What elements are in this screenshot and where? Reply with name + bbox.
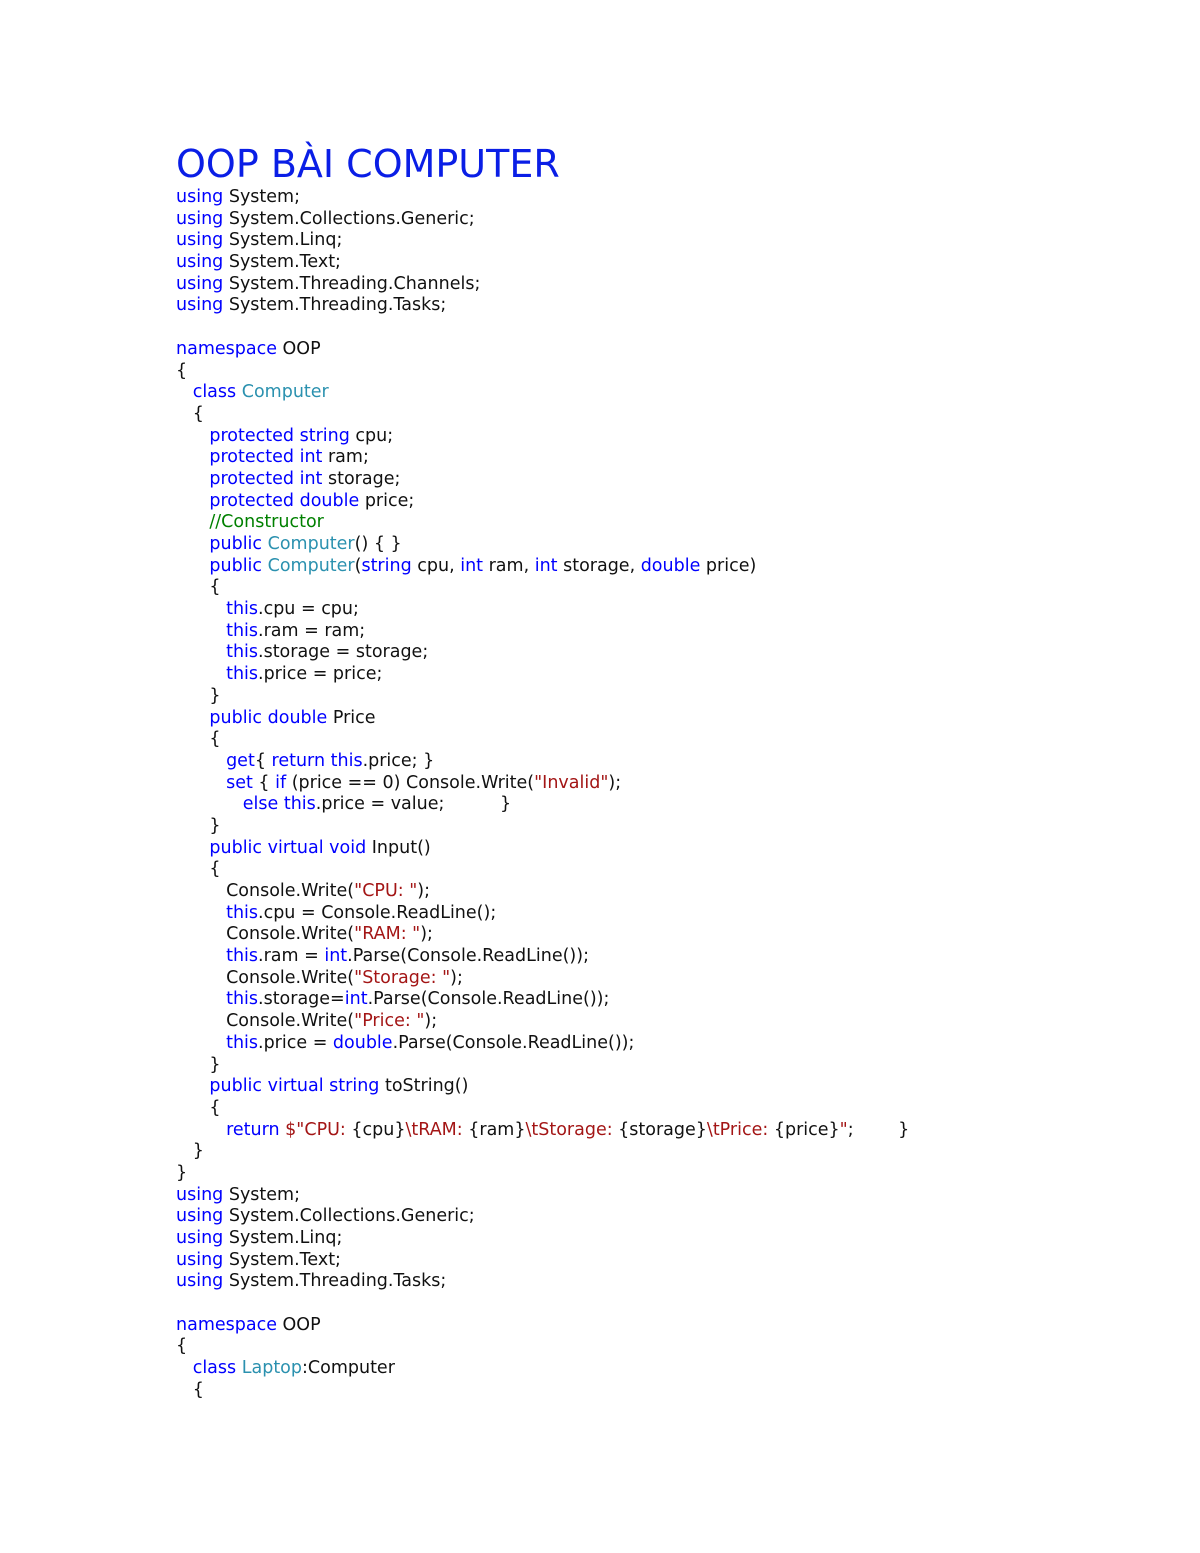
code-text: .Parse(Console.ReadLine()); [392,1032,635,1053]
code-keyword: int [460,555,484,576]
code-string: \tStorage: [525,1119,619,1140]
code-keyword: class [192,1358,237,1379]
code-text: } [176,685,221,706]
code-text: .storage= [258,989,345,1010]
code-line [176,642,1176,664]
code-line [176,1076,1176,1098]
code-keyword: public [209,837,263,858]
code-text: .price; } [362,750,435,771]
code-text [176,773,226,793]
code-text: { [176,403,204,424]
code-text: } [176,1162,188,1183]
code-keyword: this [226,989,259,1010]
code-line [176,664,1176,686]
code-text: OOP [276,338,321,359]
code-line [176,794,1176,816]
code-type-name: Computer [241,382,329,403]
code-text: ); [608,772,622,793]
code-text [176,1033,226,1053]
code-keyword: if [275,772,287,793]
code-text: System.Text; [223,252,341,273]
code-text: .Parse(Console.ReadLine()); [367,989,610,1010]
code-text: .cpu = Console.ReadLine(); [258,902,497,923]
code-text: } [176,1141,204,1162]
code-line [176,599,1176,621]
code-line [176,339,1176,361]
code-text [176,794,243,814]
code-line [176,1271,1176,1293]
code-string: " [839,1119,848,1140]
code-text: ram; [322,447,369,468]
code-string: $"CPU: [285,1119,352,1140]
code-text: } [176,1054,221,1075]
code-line [176,1163,1176,1185]
code-text [176,989,226,1009]
code-text: .price = price; [258,664,383,685]
code-text: () { } [354,534,402,554]
code-line [176,903,1176,925]
code-line [176,729,1176,751]
code-text [176,512,209,532]
code-line [176,989,1176,1011]
code-text: .storage = storage; [258,642,429,663]
code-text [176,1076,209,1096]
code-keyword: this [226,599,259,620]
code-text: ); [424,1011,438,1032]
code-line [176,426,1176,448]
code-line [176,946,1176,968]
code-line [176,686,1176,708]
code-text: { [176,360,188,381]
code-text: { [176,859,221,880]
code-text [176,469,209,489]
code-text: price) [700,555,757,576]
code-line [176,295,1176,317]
code-line [176,209,1176,231]
code-text: System.Threading.Tasks; [223,295,447,316]
code-text [176,838,209,858]
code-keyword: using [176,1228,224,1248]
code-keyword: this [226,664,259,685]
code-keyword: virtual [267,1076,324,1097]
code-text: ); [420,924,433,945]
code-text: } [176,815,221,836]
code-keyword: using [176,1249,224,1270]
code-line [176,924,1176,946]
code-text [176,534,209,554]
code-string: "Storage: " [354,967,451,988]
code-line [176,1336,1176,1358]
code-line [176,1033,1176,1055]
code-line [176,621,1176,643]
code-keyword: this [226,642,259,663]
code-string: "Invalid" [534,772,609,793]
code-keyword: double [299,490,360,511]
code-text: System.Collections.Generic; [223,208,475,229]
code-keyword: int [534,555,558,576]
code-line [176,187,1176,209]
code-keyword: protected [209,468,295,489]
code-keyword: this [226,1032,259,1053]
code-keyword: this [226,620,259,641]
code-text: price; [359,490,415,511]
code-keyword: using [176,230,224,251]
code-text: OOP [276,1314,321,1335]
code-text: .price = value; } [315,794,512,815]
code-text: cpu, [411,555,461,576]
code-comment: //Constructor [209,512,324,533]
code-keyword: this [330,750,363,771]
code-line [176,708,1176,730]
code-text: System.Text; [223,1249,341,1270]
code-text: (price == 0) Console.Write( [286,772,535,793]
code-text: ram, [483,555,535,576]
code-line [176,252,1176,274]
code-keyword: using [176,252,224,273]
code-string: \tPrice: [706,1119,774,1140]
code-text: System.Threading.Tasks; [223,1271,447,1292]
code-keyword: using [176,1184,224,1205]
code-line [176,512,1176,534]
code-line [176,534,1176,556]
code-text: :Computer [302,1358,395,1379]
code-line [176,1141,1176,1163]
code-text: System; [223,187,300,207]
code-text [176,664,226,684]
code-text: System; [223,1184,300,1205]
code-keyword: void [329,837,367,858]
code-string: "CPU: " [354,881,418,901]
code-line [176,491,1176,513]
code-text: ); [417,881,431,901]
code-text: {ram} [468,1119,526,1140]
code-keyword: public [209,1076,263,1097]
code-line [176,881,1176,903]
code-line [176,1358,1176,1380]
code-keyword: string [299,425,350,446]
code-string: "Price: " [354,1011,425,1032]
code-text: { [176,577,221,598]
code-text [176,751,226,771]
code-line [176,1315,1176,1337]
code-text: { [176,1097,221,1118]
code-text: Console.Write( [176,881,355,901]
code-keyword: int [324,946,348,967]
code-keyword: int [299,447,323,468]
code-text [176,599,226,619]
code-text: ); [450,967,463,988]
code-keyword: class [192,382,237,403]
code-text [176,491,209,511]
code-line [176,1120,1176,1142]
document-title: OOP BÀI COMPUTER [176,142,560,186]
code-line [176,1206,1176,1228]
code-line [176,816,1176,838]
code-keyword: return [271,750,326,771]
code-keyword: string [361,555,412,576]
code-line [176,1055,1176,1077]
code-line [176,382,1176,404]
code-type-name: Computer [267,534,355,554]
code-keyword: using [176,295,224,316]
code-line [176,1250,1176,1272]
code-text [176,642,226,662]
code-text: Console.Write( [176,1011,355,1032]
code-text [176,621,226,641]
code-text: cpu; [349,425,394,446]
code-text [176,903,226,923]
code-keyword: get [226,750,255,771]
code-text: System.Threading.Channels; [223,273,481,294]
code-text: .ram = ram; [258,620,366,641]
code-keyword: namespace [176,338,277,359]
code-text: ; } [847,1119,910,1140]
code-keyword: using [176,273,224,294]
code-keyword: namespace [176,1314,277,1335]
code-text: storage; [322,468,401,489]
code-text [176,946,226,966]
code-keyword: protected [209,490,295,511]
code-keyword: int [299,468,323,489]
code-line [176,361,1176,383]
code-text: {cpu} [351,1119,406,1140]
code-text: { [176,1336,188,1357]
code-text: System.Collections.Generic; [223,1206,475,1227]
code-line [176,1380,1176,1402]
code-keyword: using [176,187,224,207]
code-keyword: int [344,989,368,1010]
code-keyword: double [640,555,701,576]
code-keyword: double [332,1032,393,1053]
code-line [176,751,1176,773]
code-string: "RAM: " [354,924,421,945]
code-text: toString() [379,1076,469,1097]
code-block [176,187,1176,1402]
code-keyword: virtual [267,837,324,858]
code-keyword: public [209,534,263,554]
code-text: .cpu = cpu; [258,599,359,620]
code-keyword: protected [209,447,295,468]
code-line [176,556,1176,578]
code-line [176,447,1176,469]
code-line [176,838,1176,860]
code-keyword: public [209,555,263,576]
code-string: \tRAM: [405,1119,469,1140]
code-keyword: this [226,902,259,923]
code-type-name: Computer [267,555,355,576]
code-keyword: protected [209,425,295,446]
code-text: Console.Write( [176,967,355,988]
code-text [176,382,193,402]
code-text [176,556,209,576]
code-line [176,1185,1176,1207]
code-keyword: return [226,1119,280,1140]
code-text: .Parse(Console.ReadLine()); [347,946,589,967]
code-keyword: using [176,208,224,229]
code-keyword: double [267,707,328,728]
code-line [176,230,1176,252]
code-line [176,773,1176,795]
code-type-name: Laptop [241,1358,302,1379]
code-text [176,1358,193,1378]
code-text: Console.Write( [176,924,355,945]
code-text: {price} [773,1119,840,1140]
code-text: System.Linq; [223,1228,343,1248]
code-line [176,577,1176,599]
code-keyword: using [176,1271,224,1292]
code-line [176,317,1176,339]
code-keyword: this [283,794,316,815]
code-text: { [252,772,276,793]
code-text: { [176,1379,204,1400]
code-text: .price = [258,1032,333,1053]
code-line [176,1098,1176,1120]
code-text: .ram = [258,946,325,967]
code-line [176,1011,1176,1033]
code-text: Input() [366,837,431,858]
code-line [176,968,1176,990]
code-line [176,1293,1176,1315]
code-keyword: this [226,946,259,967]
code-text [176,447,209,467]
code-text [176,426,209,446]
code-text: { [176,729,221,750]
code-keyword: set [226,772,253,793]
code-text: {storage} [618,1119,707,1140]
code-text: System.Linq; [223,230,343,251]
code-line [176,859,1176,881]
code-keyword: using [176,1206,224,1227]
code-line [176,274,1176,296]
code-keyword: public [209,707,263,728]
code-text [176,708,209,728]
code-text: { [254,750,272,771]
code-line [176,1228,1176,1250]
code-text: storage, [557,555,641,576]
code-text: ( [354,555,362,576]
code-line [176,404,1176,426]
code-line [176,469,1176,491]
code-text [176,1120,226,1140]
code-keyword: string [329,1076,380,1097]
code-keyword: else [242,794,279,815]
code-text: Price [327,707,376,728]
